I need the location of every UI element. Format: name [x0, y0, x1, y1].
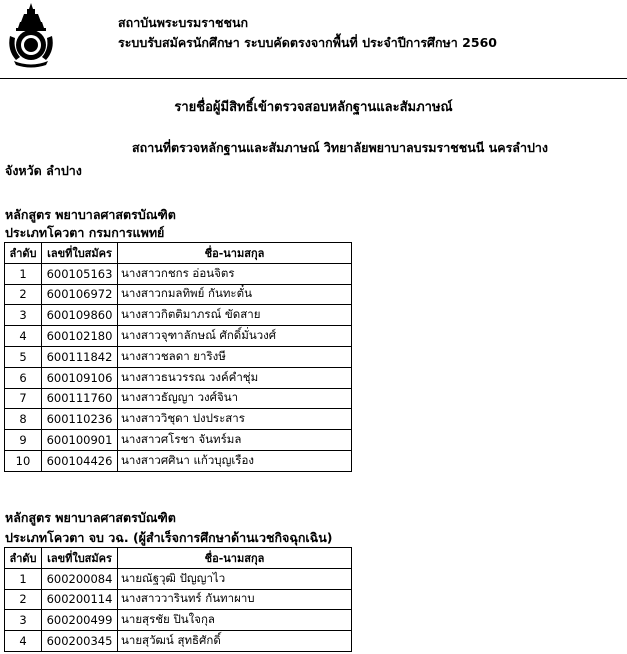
table-row — [5, 430, 352, 451]
candidate-table-1 — [4, 242, 352, 472]
application-number: 600200499 — [42, 610, 118, 631]
section-1-quota: ประเภทโควตา กรมการแพทย์ — [5, 225, 165, 240]
institute-name: สถาบันพระบรมราชชนก — [118, 15, 249, 30]
row-number: 2 — [5, 589, 42, 610]
row-number: 4 — [5, 631, 42, 652]
column-header-application-no: เลขที่ใบสมัคร — [42, 548, 118, 569]
candidate-name: นางสาวชลดา ยาริงษี — [118, 346, 352, 367]
section-1-program: หลักสูตร พยาบาลศาสตรบัณฑิต — [5, 207, 176, 222]
header-divider — [0, 78, 627, 79]
application-number: 600111842 — [42, 346, 118, 367]
table-row — [5, 610, 352, 631]
candidate-name: นางสาวศโรชา จันทร์มล — [118, 430, 352, 451]
column-header-no: ลำดับ — [5, 548, 42, 569]
candidate-name: นางสาวกมลทิพย์ กันทะตั๋น — [118, 284, 352, 305]
application-number: 600105163 — [42, 263, 118, 284]
table-row — [5, 367, 352, 388]
application-number: 600110236 — [42, 409, 118, 430]
column-header-application-no: เลขที่ใบสมัคร — [42, 243, 118, 264]
column-header-name: ชื่อ-นามสกุล — [118, 243, 352, 264]
column-header-name: ชื่อ-นามสกุล — [118, 548, 352, 569]
table-header-row — [5, 243, 352, 264]
candidate-name: นางสาวกิตติมาภรณ์ ขัดสาย — [118, 305, 352, 326]
row-number: 3 — [5, 305, 42, 326]
candidate-name: นางสาวกชกร อ่อนจิตร — [118, 263, 352, 284]
candidate-name: นายณัฐวุฒิ ปัญญาไว — [118, 568, 352, 589]
candidate-name: นายสุรชัย ปินใจกุล — [118, 610, 352, 631]
location-line-1: สถานที่ตรวจหลักฐานและสัมภาษณ์ วิทยาลัยพยาบาลบรมราชชนนี นครลำปาง — [132, 140, 549, 155]
candidate-name: นายสุวัฒน์ สุทธิศักดิ์ — [118, 631, 352, 652]
candidate-table-2 — [4, 547, 352, 652]
table-row — [5, 263, 352, 284]
table-row — [5, 305, 352, 326]
application-number: 600109860 — [42, 305, 118, 326]
application-number: 600100901 — [42, 430, 118, 451]
row-number: 8 — [5, 409, 42, 430]
column-header-no: ลำดับ — [5, 243, 42, 264]
row-number: 6 — [5, 367, 42, 388]
row-number: 2 — [5, 284, 42, 305]
row-number: 7 — [5, 388, 42, 409]
candidate-name: นางสาววารินทร์ กันทาผาบ — [118, 589, 352, 610]
document-title: รายชื่อผู้มีสิทธิ์เข้าตรวจสอบหลักฐานและสัมภาษณ์ — [174, 100, 453, 115]
row-number: 1 — [5, 263, 42, 284]
application-number: 600111760 — [42, 388, 118, 409]
section-2-program: หลักสูตร พยาบาลศาสตรบัณฑิต — [5, 510, 176, 525]
application-number: 600106972 — [42, 284, 118, 305]
table-header-row — [5, 548, 352, 569]
table-row — [5, 326, 352, 347]
table-row — [5, 346, 352, 367]
row-number: 1 — [5, 568, 42, 589]
application-number: 600102180 — [42, 326, 118, 347]
table-row — [5, 568, 352, 589]
application-number: 600200345 — [42, 631, 118, 652]
table-row — [5, 450, 352, 471]
application-number: 600104426 — [42, 450, 118, 471]
application-number: 600109106 — [42, 367, 118, 388]
institute-emblem-icon — [6, 2, 56, 68]
row-number: 4 — [5, 326, 42, 347]
row-number: 3 — [5, 610, 42, 631]
candidate-name: นางสาวศศินา แก้วบุญเรือง — [118, 450, 352, 471]
application-number: 600200114 — [42, 589, 118, 610]
table-row — [5, 284, 352, 305]
candidate-name: นางสาวธนวรรณ วงค์คำชุ่ม — [118, 367, 352, 388]
candidate-name: นางสาววิชุดา ปงประสาร — [118, 409, 352, 430]
candidate-name: นางสาวจุฑาลักษณ์ ศักดิ์มั่นวงศ์ — [118, 326, 352, 347]
table-row — [5, 388, 352, 409]
table-row — [5, 409, 352, 430]
table-row — [5, 589, 352, 610]
row-number: 5 — [5, 346, 42, 367]
row-number: 9 — [5, 430, 42, 451]
candidate-name: นางสาวธัญญา วงศ์จินา — [118, 388, 352, 409]
row-number: 10 — [5, 450, 42, 471]
location-line-2: จังหวัด ลำปาง — [5, 163, 82, 178]
application-number: 600200084 — [42, 568, 118, 589]
system-name: ระบบรับสมัครนักศึกษา ระบบคัดตรงจากพื้นที่ ประจำปีการศึกษา 2560 — [118, 35, 497, 50]
table-row — [5, 631, 352, 652]
section-2-quota: ประเภทโควตา จบ วฉ. (ผู้สำเร็จการศึกษาด้านเวชกิจฉุกเฉิน) — [5, 530, 333, 545]
